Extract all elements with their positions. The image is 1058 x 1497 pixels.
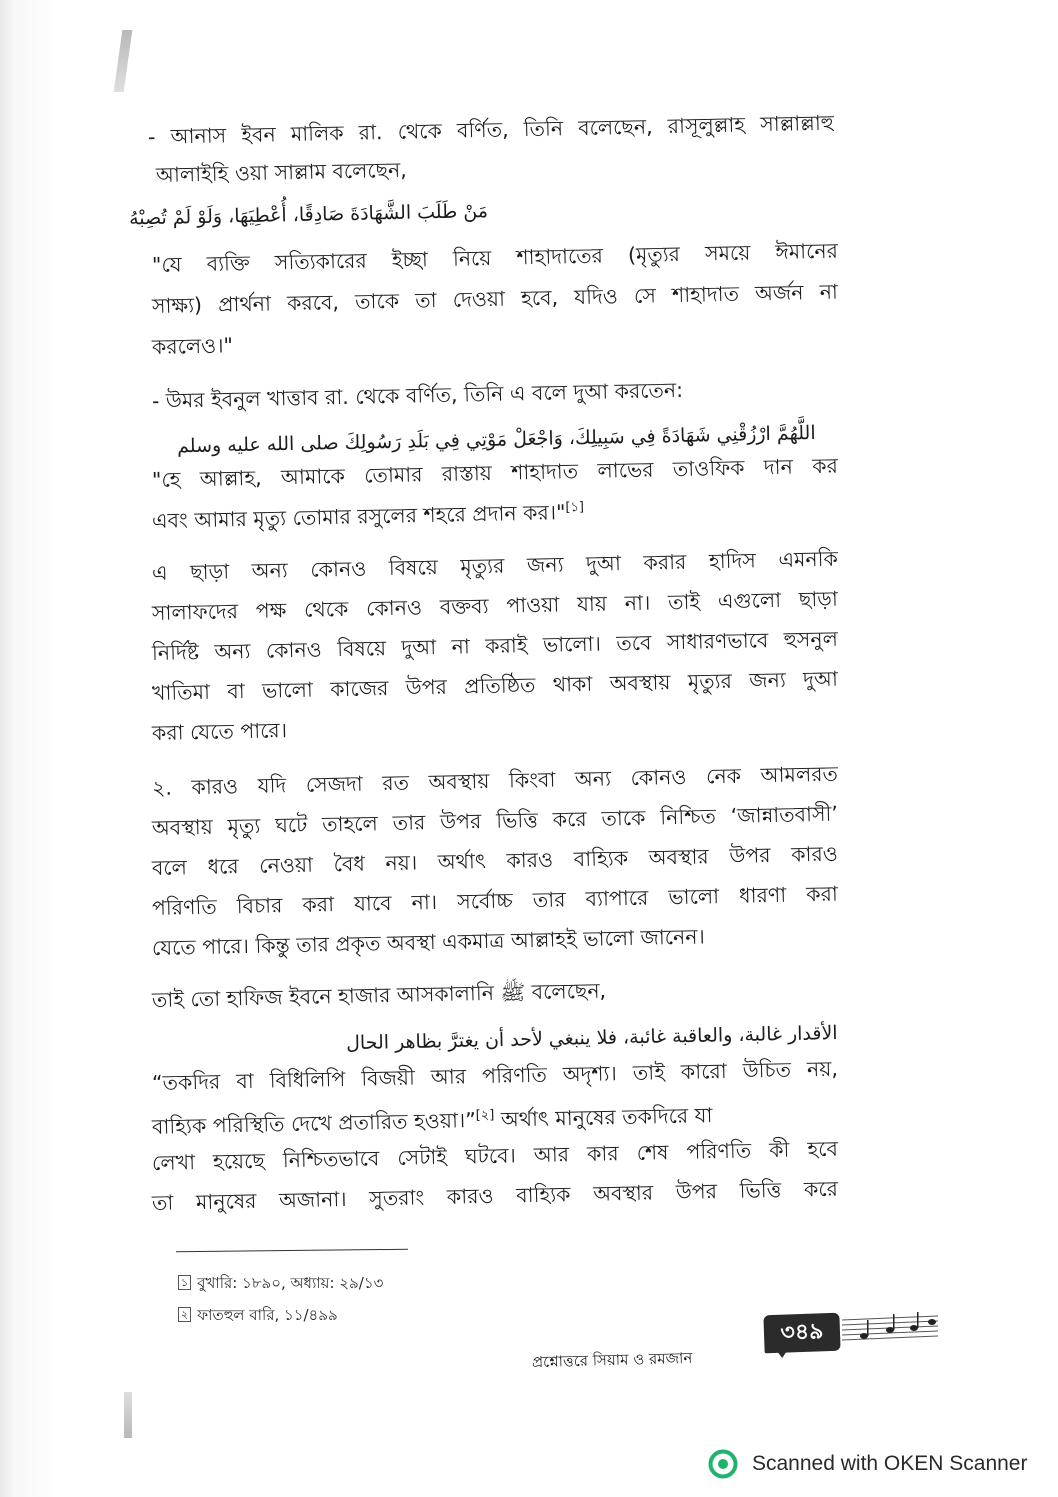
- scanner-label: Scanned with OKEN Scanner: [752, 1452, 1028, 1475]
- scanner-logo-icon: [708, 1449, 738, 1479]
- text-line: "হে আল্লাহ, আমাকে তোমার রাস্তায় শাহাদাত লাভের তাওফিক দান কর: [151, 453, 839, 492]
- text-line: পরিণতি বিচার করা যাবে না। সর্বোচ্চ তার ব্যাপারে ভালো ধারণা করা: [151, 881, 839, 920]
- arabic-hadith-quote: مَنْ طَلَبَ الشَّهَادَةَ صَادِقًا، أُعْطِيَهَا، وَلَوْ لَمْ تُصِبْهُ: [128, 200, 489, 230]
- text-line: আলাইহি ওয়া সাল্লাম বলেছেন,: [155, 157, 408, 187]
- scan-edge-shadow: [114, 30, 133, 92]
- text-line: "যে ব্যক্তি সত্যিকারের ইচ্ছা নিয়ে শাহাদাতের (মৃত্যুর সময়ে ঈমানের: [151, 238, 839, 277]
- text-line: লেখা হয়েছে নিশ্চিতভাবে সেটাই ঘটবে। আর কার শেষ পরিণতি কী হবে: [151, 1136, 839, 1175]
- text-line: তাই তো হাফিজ ইবনে হাজার আসকালানি ﷺ বলেছেন,: [151, 978, 607, 1012]
- text-line-content: বাহ্যিক পরিস্থিতি দেখে প্রতারিত হওয়া।”: [151, 1108, 477, 1139]
- footnote-number: ১: [178, 1275, 191, 1290]
- text-line: নির্দিষ্ট অন্য কোনও বিষয়ে দুআ না করাই ভালো। তবে সাধারণভাবে হুসনুল: [151, 626, 839, 665]
- text-line: [152, 493, 585, 536]
- arabic-dua-quote: اللَّهُمَّ ارْزُقْنِي شَهَادَةً فِي سَبِيلِكَ، وَاجْعَلْ مَوْتِي فِي بَلَدِ رَسُولِكَ صلى الله عليه وسلم: [177, 422, 817, 458]
- text-line: এ ছাড়া অন্য কোনও বিষয়ে মৃত্যুর জন্য দুআ করার হাদিস এমনকি: [151, 546, 839, 585]
- footnote-1: [178, 1272, 383, 1294]
- text-line-content: অর্থাৎ মানুষের তকদিরে যা: [494, 1103, 713, 1132]
- footnote-number: ২: [178, 1307, 191, 1322]
- text-line: - আনাস ইবন মালিক রা. থেকে বর্ণিত, তিনি বলেছেন, রাসূলুল্লাহ সাল্লাল্লাহু: [147, 110, 835, 149]
- footnote-text: ফাতহুল বারি, ১১/৪৯৯: [197, 1306, 338, 1324]
- text-line: খাতিমা বা ভালো কাজের উপর প্রতিষ্ঠিত থাকা অবস্থায় মৃত্যুর জন্য দুআ: [151, 666, 839, 705]
- text-line: করা যেতে পারে।: [151, 718, 288, 745]
- text-line: সালাফদের পক্ষ থেকে কোনও বক্তব্য পাওয়া যায় না। তাই এগুলো ছাড়া: [151, 586, 839, 625]
- footnote-ref: [২]: [475, 1107, 495, 1124]
- text-line: যেতে পারে। কিন্তু তার প্রকৃত অবস্থা একমাত্র আল্লাহই ভালো জানেন।: [151, 924, 706, 960]
- text-line: অবস্থায় মৃত্যু ঘটে তাহলে তার উপর ভিত্তি করে তাকে নিশ্চিত ‘জান্নাতবাসী’: [151, 801, 839, 840]
- footnote-text: বুখারি: ১৮৯০, অধ্যায়: ২৯/১৩: [197, 1274, 384, 1292]
- arabic-quote: الأقدار غالبة، والعاقبة غائبة، فلا ينبغي لأحد أن يغترَّ بظاهر الحال: [346, 1022, 839, 1055]
- text-line: করলেও।": [151, 333, 234, 359]
- scan-edge-shadow-bottom: [124, 1392, 132, 1438]
- footnote-divider: [176, 1249, 408, 1252]
- text-line: সাক্ষ্য) প্রার্থনা করবে, তাকে তা দেওয়া হবে, যদিও সে শাহাদাত অর্জন না: [151, 279, 839, 318]
- footnote-ref: [১]: [565, 499, 585, 516]
- page-number: ৩৪৯: [763, 1313, 840, 1354]
- footnote-2: [178, 1304, 338, 1326]
- text-line: ২. কারও যদি সেজদা রত অবস্থায় কিংবা অন্য কোনও নেক আমলরত: [151, 761, 839, 800]
- scanner-watermark: [708, 1448, 1027, 1480]
- music-notes-icon: [842, 1306, 942, 1350]
- text-line: তা মানুষের অজানা। সুতরাং কারও বাহ্যিক অবস্থার উপর ভিত্তি করে: [151, 1176, 839, 1215]
- text-line: “তকদির বা বিধিলিপি বিজয়ী আর পরিণতি অদৃশ্য। তাই কারো উচিত নয়,: [151, 1056, 839, 1095]
- text-line: [152, 1094, 839, 1142]
- text-line: - উমর ইবনুল খাত্তাব রা. থেকে বর্ণিত, তিনি এ বলে দুআ করতেন:: [151, 377, 684, 413]
- running-title: প্রশ্নোত্তরে সিয়াম ও রমজান: [531, 1348, 693, 1372]
- text-line: বলে ধরে নেওয়া বৈধ নয়। অর্থাৎ কারও বাহ্যিক অবস্থার উপর কারও: [151, 841, 839, 880]
- text-line-content: এবং আমার মৃত্যু তোমার রসুলের শহরে প্রদান কর।": [151, 500, 566, 533]
